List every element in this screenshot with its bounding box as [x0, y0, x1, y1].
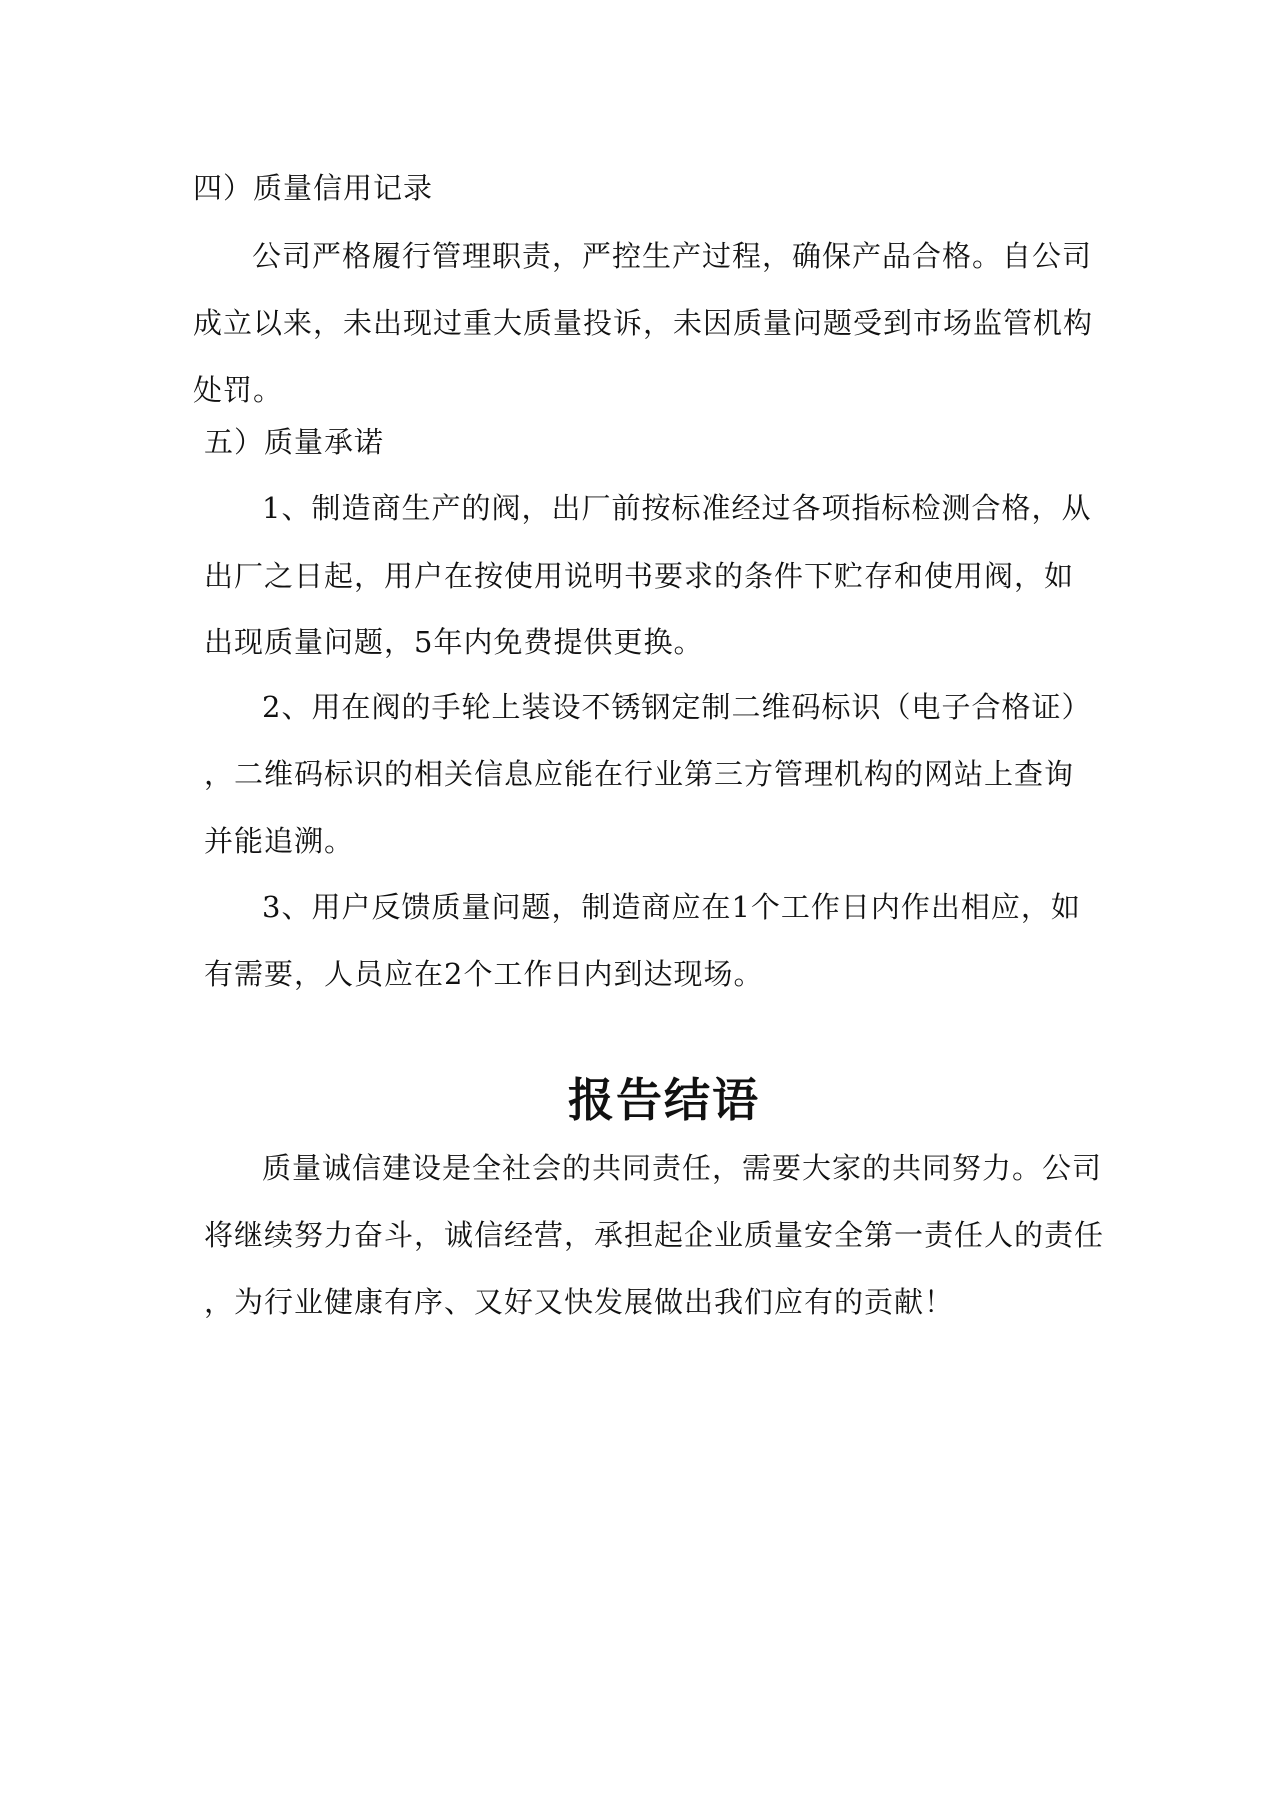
commitment-item-1-line: 出厂之日起，用户在按使用说明书要求的条件下贮存和使用阀，如 — [204, 559, 1075, 593]
conclusion-paragraph-line: 将继续努力奋斗，诚信经营，承担起企业质量安全第一责任人的责任 — [204, 1218, 1105, 1252]
section5-heading: 五）质量承诺 — [204, 425, 385, 459]
conclusion-paragraph-line: ，为行业健康有序、又好又快发展做出我们应有的贡献！ — [204, 1285, 955, 1319]
section4-paragraph-line: 处罚。 — [193, 373, 284, 407]
section4-paragraph-line: 公司严格履行管理职责，严控生产过程，确保产品合格。自公司 — [252, 239, 1093, 273]
conclusion-title: 报告结语 — [568, 1073, 760, 1127]
commitment-item-3-line: 3、用户反馈质量问题，制造商应在1个工作日内作出相应，如 — [262, 890, 1081, 924]
conclusion-paragraph-line: 质量诚信建设是全社会的共同责任，需要大家的共同努力。公司 — [262, 1151, 1103, 1185]
commitment-item-2-line: 并能追溯。 — [204, 824, 355, 858]
section4-heading: 四）质量信用记录 — [193, 171, 434, 205]
commitment-item-3-line: 有需要，人员应在2个工作日内到达现场。 — [204, 957, 764, 991]
commitment-item-2-line: ，二维码标识的相关信息应能在行业第三方管理机构的网站上查询 — [204, 757, 1075, 791]
commitment-item-1-line: 1、制造商生产的阀，出厂前按标准经过各项指标检测合格，从 — [262, 491, 1092, 525]
commitment-item-2-line: 2、用在阀的手轮上装设不锈钢定制二维码标识（电子合格证） — [262, 690, 1092, 724]
section4-paragraph-line: 成立以来，未出现过重大质量投诉，未因质量问题受到市场监管机构 — [193, 306, 1094, 340]
commitment-item-1-line: 出现质量问题，5年内免费提供更换。 — [204, 625, 704, 659]
